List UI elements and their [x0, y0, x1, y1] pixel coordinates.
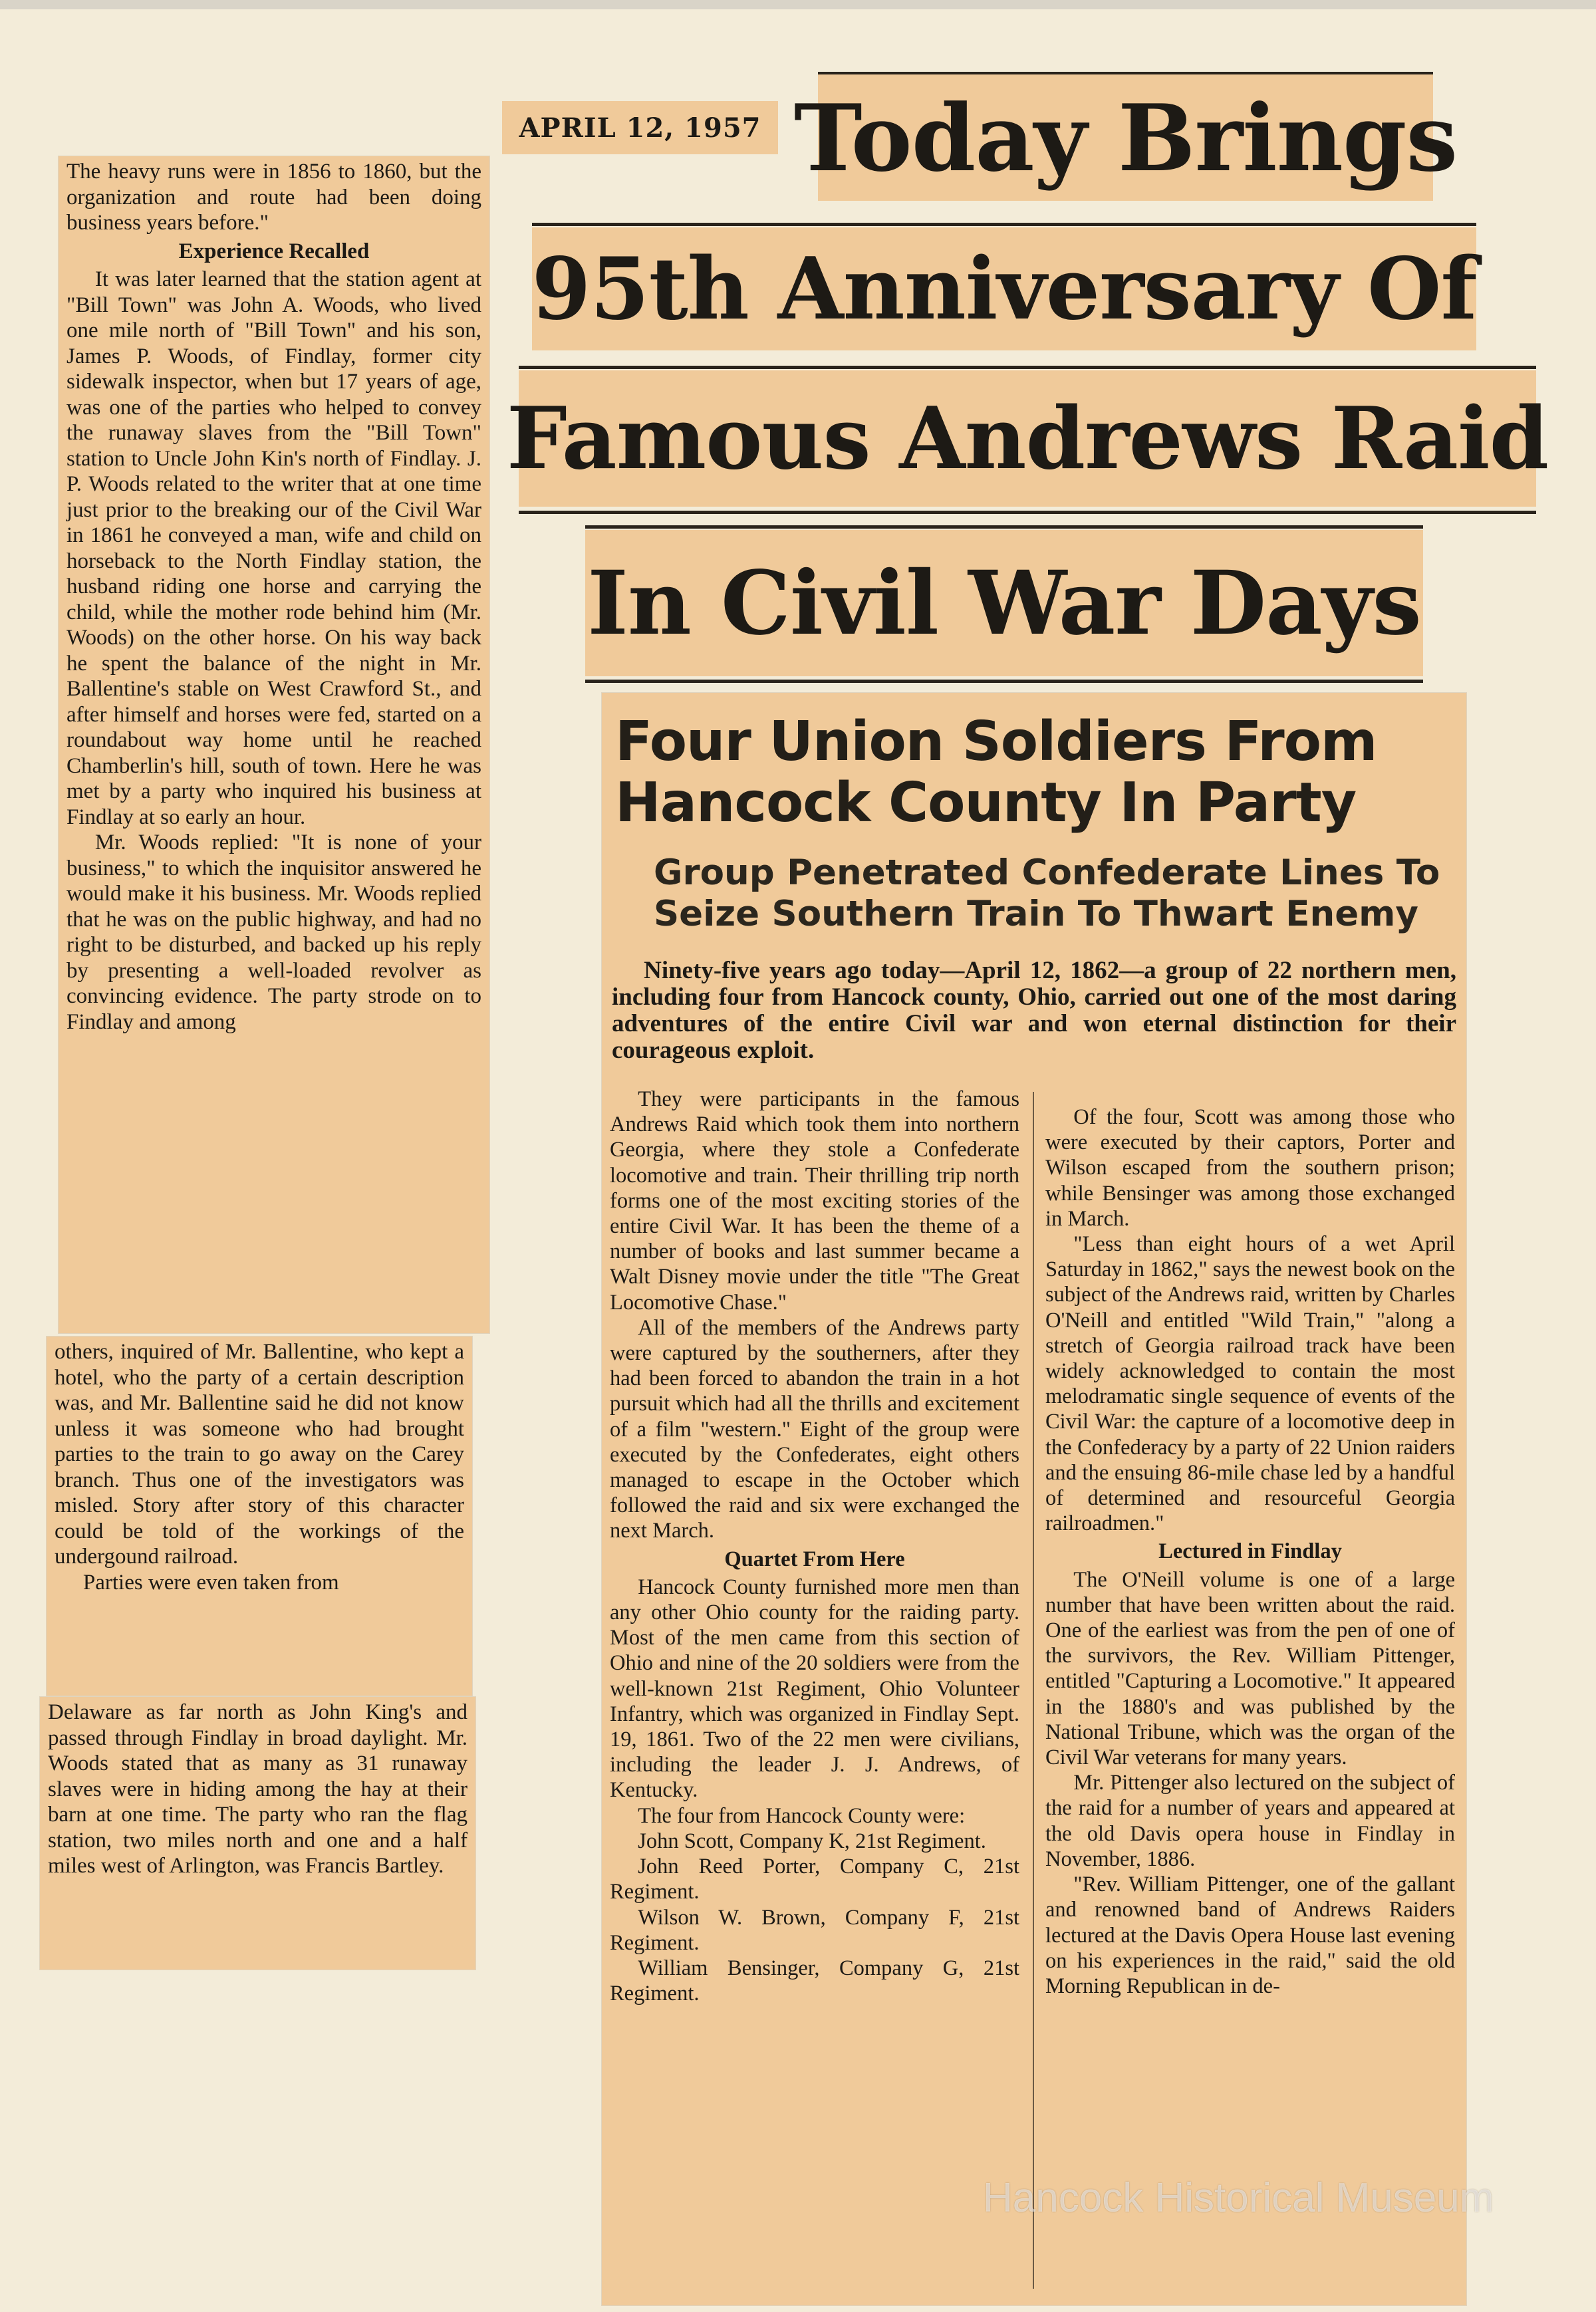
lead-text: Ninety-five years ago today—April 12, 1862—a group of 22 northern men, including four from Hancock county, Ohio, carried out one of the most daring adventures of the entire Civil war and won eternal distinction for their courageous exploit. — [612, 957, 1456, 1064]
headline-rule-6 — [585, 680, 1423, 683]
lead-paragraph — [612, 958, 1456, 1064]
subheadline-line-2: Hancock County In Party — [615, 771, 1357, 835]
headline-rule-4 — [519, 511, 1536, 514]
right-para-2: "Less than eight hours of a wet April Saturday in 1862," says the newest book on the subject of the Andrews raid, written by Charles O'Neill and entitled "Wild Train," "along a stretch of Georgia railroad track have been widely acknowledged to contain the most melodramatic single sequence of events of the Civil War: the capture of a locomotive deep in the Confederacy by a party of 22 Union raiders and the ensuing 86-mile chase led by a handful of determined and resourceful Georgia railroadmen." — [1045, 1232, 1455, 1536]
left-para-1: The heavy runs were in 1856 to 1860, but the organization and route had been doing business years before." — [66, 160, 481, 235]
subheadline-line-1: Four Union Soldiers From — [615, 710, 1377, 773]
left-para-3: Mr. Woods replied: "It is none of your business," to which the inquisitor answered he would make it his business. Mr. Woods replied that he was on the public highway, and had no right to be disturbed, and backed up his reply by presenting a well-loaded revolver as convincing evidence. The party strode on to Findlay and among — [66, 831, 481, 1034]
soldier-2: John Reed Porter, Company C, 21st Regiment. — [610, 1855, 1019, 1904]
middle-subhead: Quartet From Here — [724, 1547, 905, 1571]
column-divider — [1033, 1092, 1034, 2289]
page-top-edge — [0, 0, 1596, 9]
middle-para-4: The four from Hancock County were: — [638, 1803, 966, 1828]
main-article-clip — [602, 693, 1466, 2305]
headline-line-3: Famous Andrews Raid — [519, 370, 1536, 507]
left-para-2: It was later learned that the station agent at "Bill Town" was John A. Woods, who lived one mile north of "Bill Town" and his son, James P. Woods, of Findlay, former city sidewalk inspector, when but 17 years of age, was one of the parties who helped to convey the runaway slaves from the "Bill Town" station to Uncle John Kin's north of Findlay. J. P. Woods related to the writer that at one time just prior to the breaking our of the Civil War in 1861 he conveyed a man, wife and child on horseback to the North Findlay station, the husband riding one horse and carrying the child, while the mother rode behind him (Mr. Woods) on the other horse. On his way back he spent the balance of the night in Mr. Ballentine's stable on West Crawford St., and after himself and horses were fed, started on a roundabout way home until he reached Chamberlin's hill, south of town. Here he was met by a party who inquired his business at Findlay at so early an hour. — [66, 267, 481, 829]
left-para-4: others, inquired of Mr. Ballentine, who kept a hotel, who the party of a certain description was, and Mr. Ballentine said he did not know unless it was someone who had brought parties to the train to go away on the Carey branch. Thus one of the investigators was misled. Story after story of this character could be told of the workings of the undergound railroad. — [55, 1340, 464, 1569]
headline-rule-1 — [818, 72, 1433, 74]
deck-line-1: Group Penetrated Confederate Lines To — [654, 852, 1440, 893]
left-para-6: Delaware as far north as John King's and passed through Findlay in broad daylight. Mr. Woods stated that as many as 31 runaway slaves were in hiding among the hay at their barn at one time. The party who ran the flag station, two miles north and one and a half miles west of Arlington, was Francis Bartley. — [48, 1700, 467, 1878]
left-subhead: Experience Recalled — [178, 239, 370, 263]
right-para-4: Mr. Pittenger also lectured on the subject of the raid for a number of years and appeared at the old Davis opera house in Findlay in November, 1886. — [1045, 1771, 1455, 1871]
right-column — [1037, 1102, 1463, 2001]
left-column-clip-1 — [59, 156, 489, 1333]
headline-line-2: 95th Anniversary Of — [532, 227, 1476, 350]
middle-para-3: Hancock County furnished more men than any other Ohio county for the raiding party. Most of the men came from this section of Ohio and nine of the 20 soldiers were from the well-known 21st Regiment, Ohio Volunteer Infantry, which was organized in Findlay Sept. 19, 1861. Two of the 22 men were civilians, including the leader J. J. Andrews, of Kentucky. — [610, 1575, 1019, 1803]
left-column-clip-3 — [40, 1697, 475, 1970]
headline-rule-5 — [585, 525, 1423, 529]
right-para-3: The O'Neill volume is one of a large number that have been written about the raid. One of the earliest was from the pen of one of the survivors, the Rev. William Pittenger, entitled "Capturing a Locomotive." It appeared in the 1880's and was published by the National Tribune, which was the organ of the Civil War veterans for many years. — [1045, 1567, 1455, 1770]
soldier-4: William Bensinger, Company G, 21st Regiment. — [610, 1956, 1019, 2006]
soldier-1: John Scott, Company K, 21st Regiment. — [638, 1829, 986, 1853]
headline-rule-2 — [532, 223, 1476, 226]
left-para-5: Parties were even taken from — [82, 1570, 339, 1595]
middle-para-1: They were participants in the famous Andrews Raid which took them into northern Georgia, where they stole a Confederate locomotive and train. Their thrilling trip north forms one of the most exciting stories of the entire Civil War. It has been the theme of a number of books and last summer became a Walt Disney movie under the title "The Great Locomotive Chase." — [610, 1087, 1019, 1315]
museum-watermark: Hancock Historical Museum — [983, 2175, 1494, 2221]
soldier-3: Wilson W. Brown, Company F, 21st Regiment. — [610, 1905, 1019, 1955]
right-para-1: Of the four, Scott was among those who were executed by their captors, Porter and Wilson escaped from the southern prison; while Bensinger was among those exchanged in March. — [1045, 1105, 1455, 1231]
date-line: APRIL 12, 1957 — [502, 101, 778, 154]
right-subhead: Lectured in Findlay — [1158, 1539, 1342, 1564]
middle-column — [602, 1084, 1027, 2009]
right-para-5: "Rev. William Pittenger, one of the gallant and renowned band of Andrews Raiders lectured at the Davis Opera House last evening on his experiences in the raid," said the old Morning Republican in de- — [1045, 1872, 1455, 1998]
deck-line-2: Seize Southern Train To Thwart Enemy — [654, 894, 1418, 934]
headline-line-4: In Civil War Days — [585, 530, 1423, 676]
headline-line-1: Today Brings — [818, 74, 1433, 201]
headline-rule-3 — [519, 366, 1536, 369]
middle-para-2: All of the members of the Andrews party were captured by the southerners, after they had been forced to abandon the train in a hot pursuit which had all the thrills and excitement of a film "western." Eight of the group were executed by the Confederates, eight others managed to escape in the October which followed the raid and six were exchanged the next March. — [610, 1315, 1019, 1543]
left-column-clip-2 — [47, 1337, 472, 1696]
